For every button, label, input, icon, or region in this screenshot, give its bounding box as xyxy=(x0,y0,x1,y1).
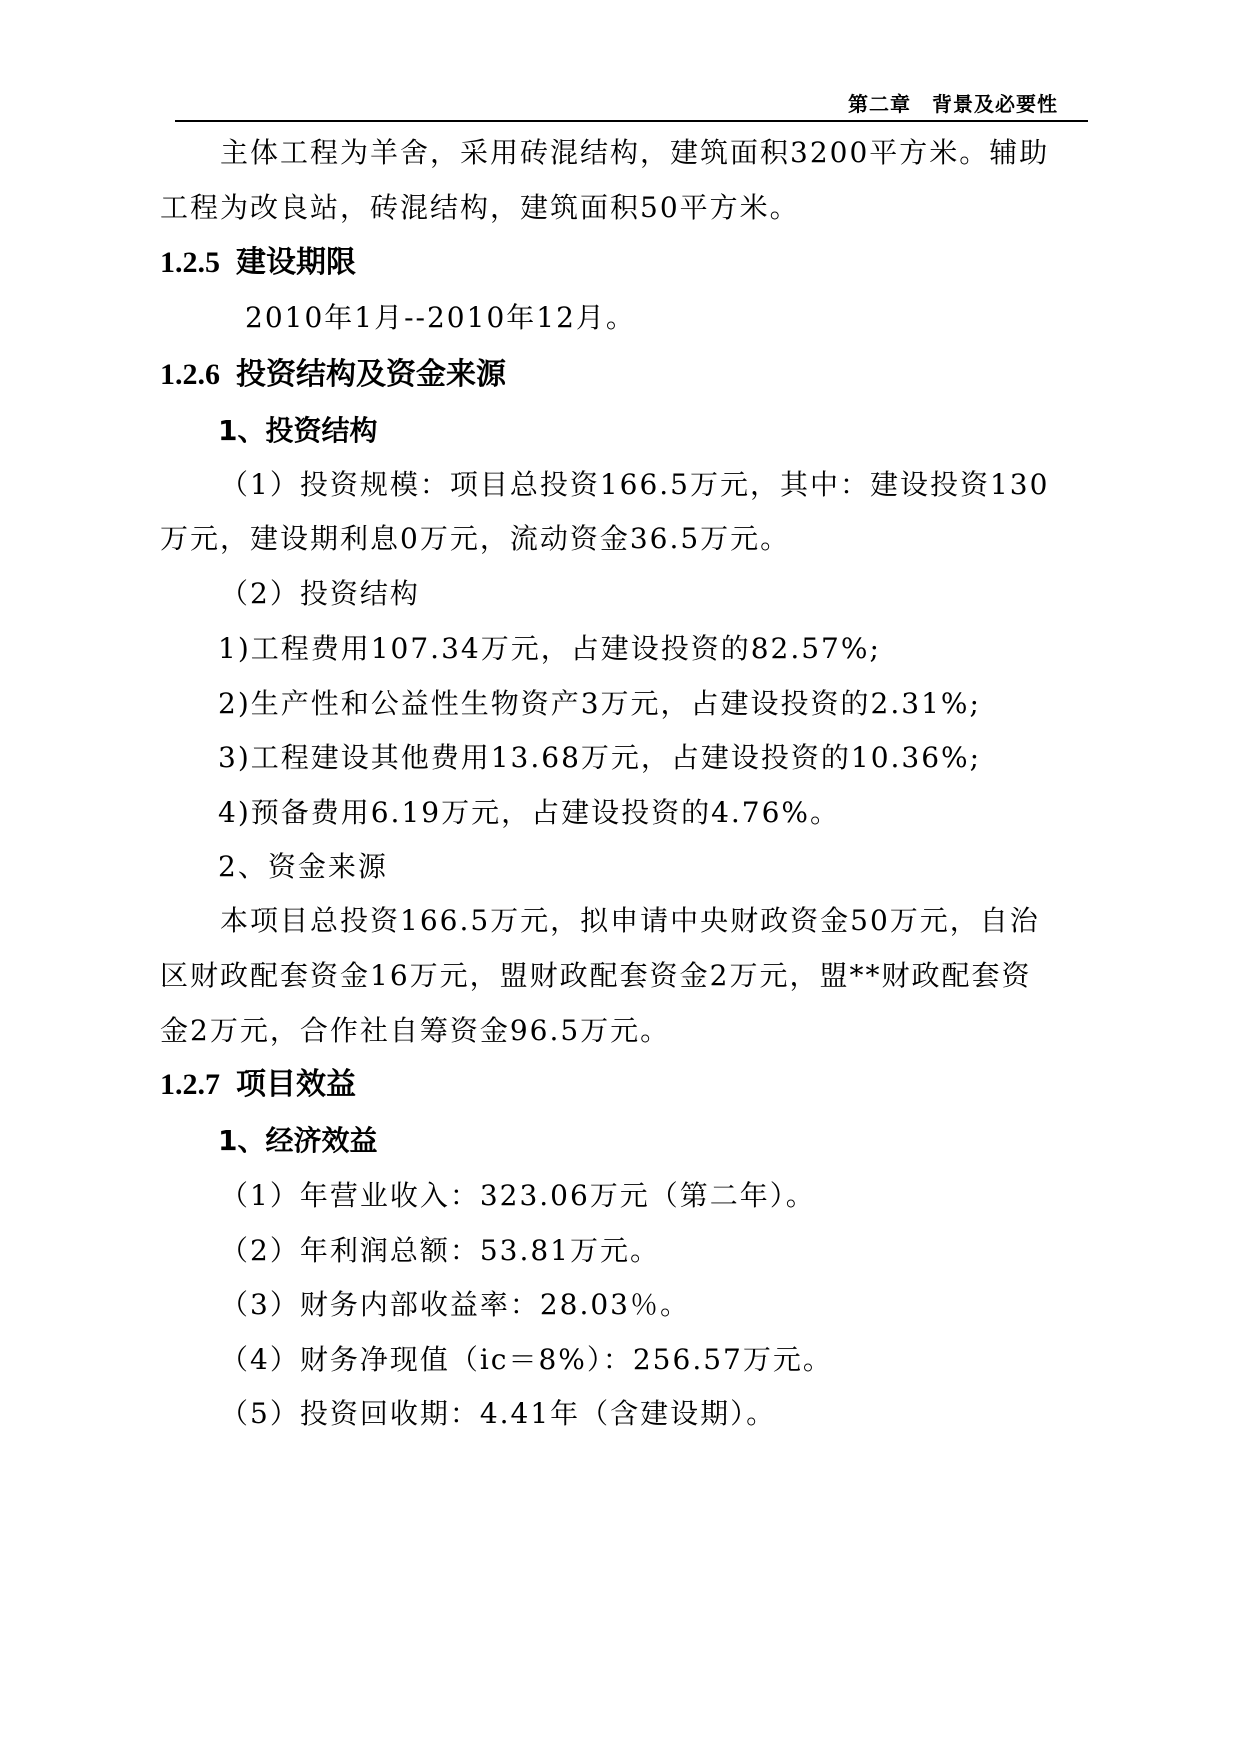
section-heading-1-2-5 xyxy=(160,242,356,284)
section-heading-1-2-6 xyxy=(160,354,506,396)
list-item: （5）投资回收期：4.41年（含建设期）。 xyxy=(220,1397,777,1430)
paragraph-line: 工程为改良站，砖混结构，建筑面积50平方米。 xyxy=(160,191,800,224)
paragraph-line: 金2万元，合作社自筹资金96.5万元。 xyxy=(160,1014,671,1047)
list-item: （1）年营业收入：323.06万元（第二年）。 xyxy=(220,1179,816,1212)
page-header xyxy=(175,86,1088,122)
section-number: 1.2.5 xyxy=(160,246,220,279)
section-title: 项目效益 xyxy=(236,1067,356,1102)
list-item: （4）财务净现值（ic＝8%）：256.57万元。 xyxy=(220,1343,833,1376)
list-item: 4)预备费用6.19万元，占建设投资的4.76%。 xyxy=(218,796,841,829)
paragraph-line: 万元，建设期利息0万元，流动资金36.5万元。 xyxy=(160,522,791,555)
paragraph-line: （1）投资规模：项目总投资166.5万元，其中：建设投资130 xyxy=(220,468,1050,501)
section-number: 1.2.7 xyxy=(160,1068,220,1101)
subsection-heading: 1、经济效益 xyxy=(218,1124,378,1157)
section-title: 投资结构及资金来源 xyxy=(236,357,506,392)
paragraph-line: 主体工程为羊舍，采用砖混结构，建筑面积3200平方米。辅助 xyxy=(220,136,1050,169)
chapter-title: 第二章 背景及必要性 xyxy=(848,92,1058,116)
paragraph-line: 本项目总投资166.5万元，拟申请中央财政资金50万元，自治 xyxy=(220,904,1040,937)
section-number: 1.2.6 xyxy=(160,358,220,391)
list-item: （3）财务内部收益率：28.03％。 xyxy=(220,1288,690,1321)
subsection-heading: 1、投资结构 xyxy=(218,414,378,447)
subsection-heading: 2、资金来源 xyxy=(218,850,388,883)
list-item: 2)生产性和公益性生物资产3万元，占建设投资的2.31%; xyxy=(218,687,981,720)
section-heading-1-2-7 xyxy=(160,1064,356,1106)
list-item: 3)工程建设其他费用13.68万元，占建设投资的10.36%; xyxy=(218,741,982,774)
paragraph-line: （2）投资结构 xyxy=(220,577,420,610)
section-title: 建设期限 xyxy=(236,245,356,280)
construction-period: 2010年1月--2010年12月。 xyxy=(245,301,636,334)
list-item: 1)工程费用107.34万元，占建设投资的82.57%; xyxy=(218,632,881,665)
paragraph-line: 区财政配套资金16万元，盟财政配套资金2万元，盟**财政配套资 xyxy=(160,959,1032,992)
list-item: （2）年利润总额：53.81万元。 xyxy=(220,1234,660,1267)
